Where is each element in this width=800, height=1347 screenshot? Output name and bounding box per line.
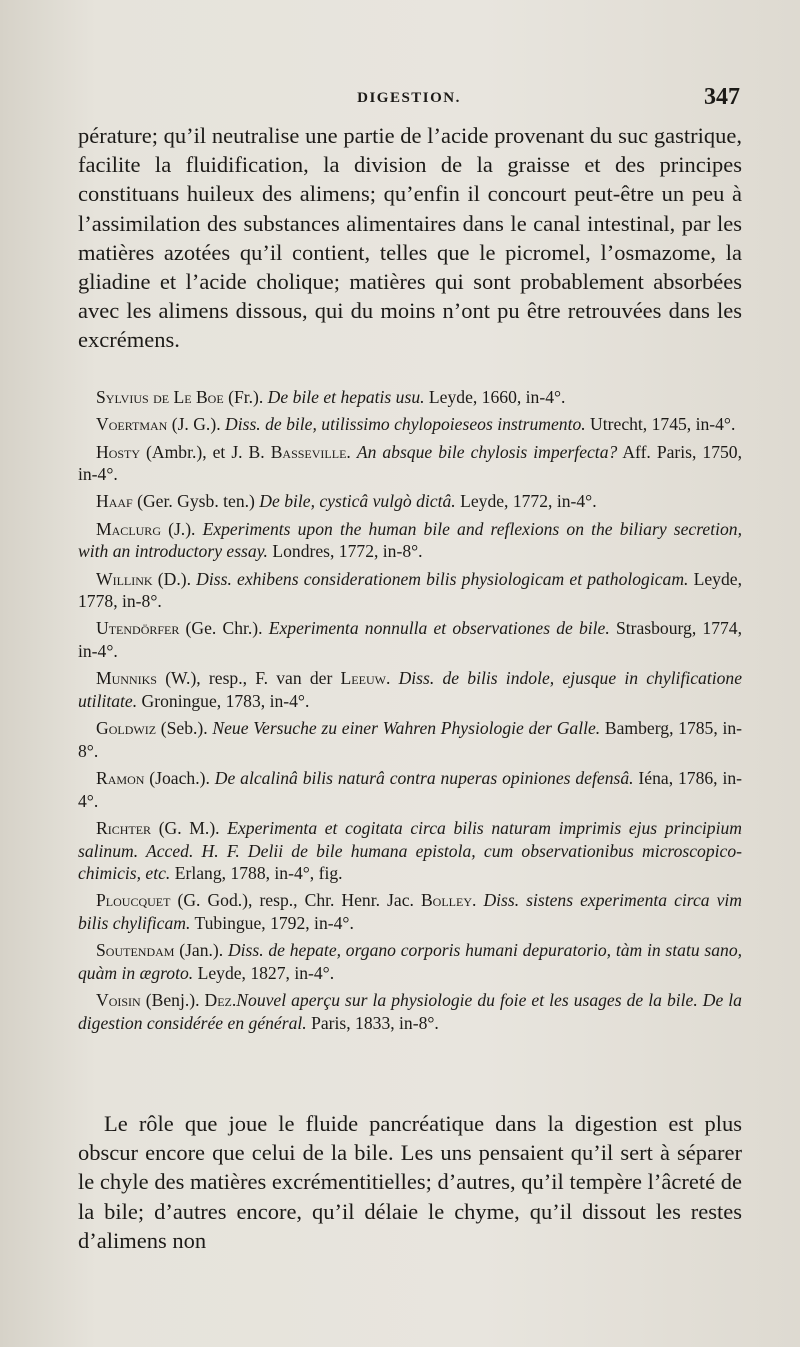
running-head: DIGESTION. xyxy=(357,90,461,106)
reference-author: Munniks xyxy=(96,668,157,689)
page-number: 347 xyxy=(704,84,740,110)
reference-title: Diss. de bile, utilissimo chylopoieseos instrumento. xyxy=(225,414,586,435)
reference-publication: Tubingue, 1792, in-4°. xyxy=(190,913,354,934)
reference-details: (Benj.). xyxy=(140,990,205,1011)
reference-title: Diss. exhibens considerationem bilis physiologicam et pathologicam. xyxy=(196,568,689,589)
reference-author: Haaf xyxy=(96,491,133,512)
reference-title: Experiments upon the human bile and reflexions on the biliary secretion, with an introductory essay. xyxy=(78,518,742,562)
reference-entry xyxy=(78,518,742,563)
reference-author: Voertman xyxy=(96,414,168,435)
page-header xyxy=(78,84,740,114)
reference-details: (Ambr.), et J. B. xyxy=(140,441,271,462)
reference-author: Goldwiz xyxy=(96,718,157,739)
reference-title: An absque bile chylosis imperfecta? xyxy=(356,441,618,462)
reference-entry xyxy=(78,386,742,409)
reference-details: (G. M.). xyxy=(151,817,228,838)
reference-publication: Leyde, 1660, in-4°. xyxy=(424,387,566,407)
reference-details: (J. G.). xyxy=(167,414,225,435)
reference-details: (W.), resp., F. van der xyxy=(156,668,341,689)
reference-publication: Londres, 1772, in-8°. xyxy=(267,541,423,562)
reference-details: (Fr.). xyxy=(223,387,268,407)
reference-title: Experimenta et cogitata circa bilis naturam imprimis ejus principium salinum. Acced. H. F. Delii de bile humana epistola, cum observationibus microscopico-chimicis, etc. xyxy=(78,817,742,884)
reference-title: Experimenta nonnulla et observationes de bile. xyxy=(268,618,610,639)
reference-publication: Leyde, 1827, in-4°. xyxy=(193,962,335,983)
reference-details: (Jan.). xyxy=(174,940,228,961)
reference-title: Diss. sistens experimenta circa vim bilis chylificam. xyxy=(78,890,742,934)
reference-publication: Erlang, 1788, in-4°, fig. xyxy=(170,863,343,884)
reference-coauthor: Dez. xyxy=(204,990,237,1011)
reference-details: . xyxy=(385,668,399,689)
reference-entry xyxy=(78,817,742,885)
reference-author: Richter xyxy=(96,817,152,838)
reference-publication: Bamberg, 1785, in-8°. xyxy=(78,718,743,761)
reference-author: Hosty xyxy=(96,441,141,462)
reference-title: Neue Versuche zu einer Wahren Physiologie der Galle. xyxy=(212,718,601,739)
reference-entry xyxy=(78,989,742,1034)
reference-publication: Leyde, 1778, in-8°. xyxy=(78,568,742,612)
reference-entry xyxy=(78,667,742,712)
reference-details: . xyxy=(346,441,357,462)
reference-publication: Groningue, 1783, in-4°. xyxy=(137,690,310,711)
reference-details: (J.). xyxy=(160,518,203,539)
reference-publication: Iéna, 1786, in-4°. xyxy=(78,768,742,811)
reference-details: (G. God.), resp., Chr. Henr. Jac. xyxy=(170,890,421,911)
reference-publication: Paris, 1833, in-8°. xyxy=(306,1012,439,1033)
reference-entry xyxy=(78,617,742,662)
reference-title: Diss. de hepate, organo corporis humani depuratorio, tàm in statu sano, quàm in ægroto. xyxy=(78,940,743,983)
reference-details: (D.). xyxy=(152,568,197,589)
reference-author: Utendörfer xyxy=(96,618,180,639)
reference-coauthor: Leeuw xyxy=(340,668,386,689)
body-paragraph-2: Le rôle que joue le fluide pancréatique dans la digestion est plus obscur encore que celui de la bile. Les uns pensaient qu’il sert à séparer le chyle des matières excrémentitielles; d’autres, qu’il tempère l’âcreté de la bile; d’autres encore, qu’il délaie le chyme, qu’il dissout les restes d’alimens non xyxy=(78,1111,742,1253)
reference-title: De bile, cysticâ vulgò dictâ. xyxy=(259,491,456,512)
reference-author: Soutendam xyxy=(96,940,175,961)
reference-details: (Ger. Gysb. ten.) xyxy=(132,491,260,512)
reference-coauthor: Bolley xyxy=(420,890,472,911)
body-paragraph-1: pérature; qu’il neutralise une partie de l’acide provenant du suc gastrique, facilite la fluidification, la division de la graisse et des principes constituans huileux des alimens; qu’enfin il concourt peut-être un peu à l’assimilation des substances alimentaires dans le canal intestinal, par les matières azotées qu’il contient, telles que le picromel, l’osmazome, la gliadine et l’acide cholique; matières qui sont probablement absorbées avec les alimens dissous, qui du moins n’ont pu être retrouvées dans les excrémens. xyxy=(78,123,742,353)
reference-title: De alcalinâ bilis naturâ contra nuperas opiniones defensâ. xyxy=(214,768,634,789)
reference-details: (Ge. Chr.). xyxy=(179,618,269,639)
reference-entry xyxy=(78,490,742,513)
reference-author: Sylvius de Le Boe xyxy=(96,387,224,407)
reference-title: Diss. de bilis indole, ejusque in chylificatione utilitate. xyxy=(78,668,743,711)
reference-entry xyxy=(78,441,742,486)
reference-details: . xyxy=(472,890,484,911)
reference-entry xyxy=(78,767,742,812)
reference-publication: Strasbourg, 1774, in-4°. xyxy=(78,618,742,662)
reference-publication: Utrecht, 1745, in-4°. xyxy=(585,414,736,435)
reference-author: Ploucquet xyxy=(96,890,171,911)
reference-entry xyxy=(78,568,742,613)
reference-entry xyxy=(78,939,742,984)
reference-author: Ramon xyxy=(96,768,145,789)
reference-publication: Aff. Paris, 1750, in-4°. xyxy=(78,441,742,485)
reference-author: Voisin xyxy=(96,990,141,1011)
reference-title: Nouvel aperçu sur la physiologie du foie et les usages de la bile. De la digestion considérée en général. xyxy=(78,990,742,1033)
reference-author: Willink xyxy=(96,568,153,589)
reference-author: Maclurg xyxy=(96,518,161,539)
reference-title: De bile et hepatis usu. xyxy=(267,387,425,407)
reference-publication: Leyde, 1772, in-4°. xyxy=(455,491,597,512)
reference-details: (Seb.). xyxy=(156,718,213,739)
reference-entry xyxy=(78,717,742,762)
reference-details: (Joach.). xyxy=(144,768,215,789)
reference-entry xyxy=(78,413,742,436)
reference-entry xyxy=(78,889,742,934)
bibliography-list xyxy=(78,386,742,1039)
reference-coauthor: Basseville xyxy=(270,441,347,462)
